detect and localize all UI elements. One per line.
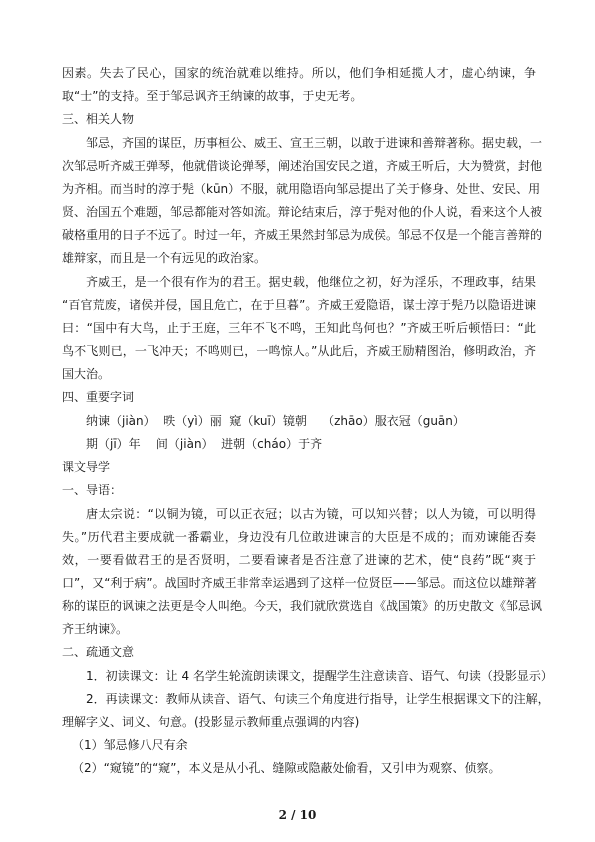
- text-line: 国大治。: [62, 367, 111, 381]
- text-line: 唐太宗说：“以铜为镜，可以正衣冠；以古为镜，可以知兴替；以人为镜，可以明得: [86, 507, 536, 521]
- section-heading-key-words: 四、重要字词: [62, 390, 135, 404]
- step-line: 理解字义、词义、句意。(投影显示教师重点强调的内容): [62, 715, 360, 729]
- text-line: 口”，又“利于病”。战国时齐威王非常幸运遇到了这样一位贤臣——邹忌。而这位以雄辩著: [62, 576, 537, 590]
- text-line: 失。”历代君主要成就一番霸业，身边没有几位敢进谏言的大臣是不成的；而劝谏能否奏: [62, 530, 536, 544]
- text-line: 鸟不飞则已，一飞冲天；不鸣则已，一鸣惊人。”从此后，齐威王励精图治，修明政治，齐: [62, 344, 536, 358]
- section-heading-related-people: 三、相关人物: [62, 112, 135, 126]
- note-line: （2）“窥镜”的“窥”，本义是从小孔、缝隙或隐蔽处偷看，又引申为观察、侦察。: [72, 761, 501, 775]
- step-line: 2．再读课文：教师从读音、语气、句读三个角度进行指导，让学生根据课文下的注解，: [86, 692, 550, 706]
- text-line: 贤、治国五个难题，邹忌都能对答如流。辩论结束后，淳于髡对他的仆人说，看来这个人被: [62, 205, 543, 219]
- vocab-line: 纳谏（jiàn） 昳（yì）丽 窥（kuī）镜朝 （zhāo）服衣冠（guān）: [86, 414, 465, 428]
- text-line: 破格重用的日子不远了。时过一年，齐威王果然封邹忌为成侯。邹忌不仅是一个能言善辩的: [62, 228, 543, 242]
- step-line: 1．初读课文：让 4 名学生轮流朗读课文，提醒学生注意读音、语气、句读（投影显示）: [86, 669, 553, 683]
- text-line: “百官荒废，诸侯并侵，国且危亡，在于旦暮”。齐威王爱隐语，谋士淳于髡乃以隐语进谏: [62, 298, 536, 312]
- text-line: 称的谋臣的讽谏之法更是令人叫绝。今天，我们就欣赏选自《战国策》的历史散文《邹忌讽: [62, 599, 543, 613]
- text-line: 取“士”的支持。至于邹忌讽齐王纳谏的故事，于史无考。: [62, 89, 363, 103]
- section-heading-understand-text: 二、疏通文意: [62, 645, 135, 659]
- section-heading-intro: 一、导语：: [62, 483, 123, 497]
- text-line: 因素。失去了民心，国家的统治就难以维持。所以，他们争相延揽人才，虚心纳谏，争: [62, 66, 536, 80]
- text-line: 齐威王，是一个很有作为的君王。据史载，他继位之初，好为淫乐，不理政事，结果: [86, 275, 536, 289]
- vocab-line: 期（jī）年 间（jiàn） 进朝（cháo）于齐: [86, 437, 323, 451]
- text-line: 邹忌，齐国的谋臣，历事桓公、威王、宣王三朝，以敢于进谏和善辩著称。据史载，一: [86, 136, 543, 150]
- note-line: （1）邹忌修八尺有余: [72, 738, 188, 752]
- text-line: 曰：“国中有大鸟，止于王庭，三年不飞不鸣，王知此鸟何也？”齐威王听后顿悟曰：“此: [62, 321, 536, 335]
- text-line: 次邹忌听齐威王弹琴，他就借谈论弹琴，阐述治国安民之道，齐威王听后，大为赞赏，封他: [62, 159, 543, 173]
- text-line: 雄辩家，而且是一个有远见的政治家。: [62, 251, 267, 265]
- text-line: 效，一要看做君王的是否贤明，二要看谏者是否注意了进谏的艺术，使“良药”既“爽于: [62, 553, 536, 567]
- section-heading-lesson-guide: 课文导学: [62, 460, 111, 474]
- text-line: 为齐相。而当时的淳于髡（kūn）不服，就用隐语向邹忌提出了关于修身、处世、安民、用: [62, 182, 541, 196]
- text-line: 齐王纳谏》。: [62, 622, 129, 636]
- page-number: 2 / 10: [278, 808, 317, 822]
